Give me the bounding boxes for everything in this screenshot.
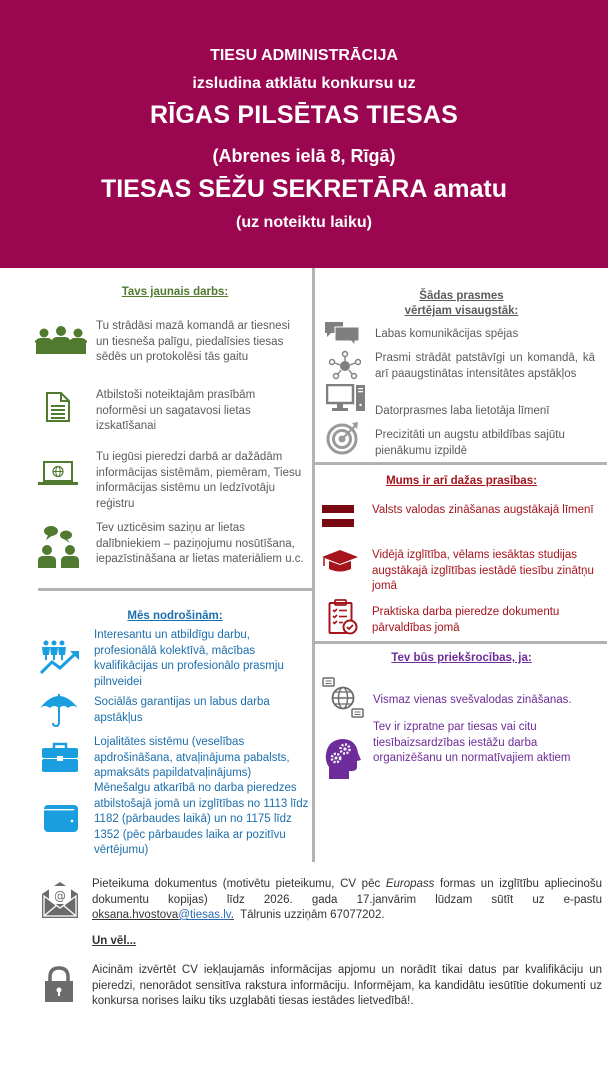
computer-icon: [326, 384, 366, 412]
speech-bubbles-icon: [325, 322, 359, 346]
people-chat-icon: [38, 525, 80, 569]
court-address: (Abrenes ielā 8, Rīgā): [212, 146, 396, 166]
skills-item-4: Precizitāti un augstu atbildības sajūtu pienākumu izpildē: [375, 429, 565, 457]
we-provide-item-4: Mēnešalgu atkarībā no darba pieredzes atbilstošajā jomā un izglītības no 1113 līdz 1182 (pārbaudes laikā) un no 1175 līdz 1352 (pēc pārbaudes laika ar pozitīvu vērtējumu): [94, 782, 309, 856]
skills-title-line2: vērtējam visaugstāk:: [404, 305, 519, 317]
head-gears-icon: [325, 737, 361, 779]
email-user: oksana.hvostova: [92, 909, 179, 921]
email-link[interactable]: [92, 909, 234, 921]
new-job-item-3: Tu iegūsi pieredzi darbā ar dažādām informācijas sistēmām, piemēram, Tiesu informācijas sistēmu un Iedzīvotāju reģistru: [96, 451, 302, 510]
column-divider: [312, 268, 315, 862]
organization-name: TIESU ADMINISTRĀCIJA: [210, 47, 398, 64]
clipboard-check-icon: [328, 599, 358, 635]
we-provide-item-1: Interesantu un atbildīgu darbu, profesionālā kolektīvā, mācības kvalifikācijas un profesionālo prasmju pilnveidei: [94, 629, 284, 688]
briefcase-icon: [42, 742, 78, 772]
globe-language-icon: [322, 677, 364, 719]
new-job-item-4: Tev uzticēsim saziņu ar lietas dalībniekiem – paziņojumu nosūtīšana, iepazīstināšana ar lietas materiāliem u.c.: [96, 522, 304, 565]
more-text: Aicinām izvērtēt CV iekļaujamās informācijas apjomu un norādīt tikai datus par kvalifikāciju un pieredzi, nenorādot sensitīva rakstura informāciju. Informējam, ka kandidātu iesūtītie dokumenti uz konkursa norises laiku tiks uzglabāti tiesas iestādes lietvedībā!.: [92, 964, 602, 1007]
laptop-globe-icon: [38, 461, 78, 487]
section-divider-right-1: [314, 462, 607, 465]
section-divider-left: [38, 588, 314, 591]
lock-icon: [45, 966, 73, 1002]
advantages-item-2: Tev ir izpratne par tiesas vai citu tiesībaizsardzības iestāžu darba organizēšanu un normatīvajiem aktiem: [373, 721, 571, 764]
requirements-item-1: Valsts valodas zināšanas augstākajā līmenī: [372, 504, 594, 516]
email-domain: @tiesas.lv: [178, 909, 231, 921]
team-icon: [35, 326, 87, 356]
new-job-item-2: Atbilstoši noteiktajām prasībām noformēsi un sagatavosi lietas izskatīšanai: [96, 389, 256, 432]
court-name: RĪGAS PILSĒTAS TIESAS: [150, 101, 458, 129]
envelope-icon: [42, 880, 78, 918]
application-text-2: formas un izglītību apliecinošu dokumentu kopijas) līdz 2026. gada 17.janvārim lūdzam sūtīt uz e-pastu: [92, 878, 603, 906]
document-icon: [46, 392, 70, 422]
announcement-intro: izsludina atklātu konkursu uz: [192, 75, 416, 92]
position-term: (uz noteiktu laiku): [236, 214, 372, 231]
new-job-item-1: Tu strādāsi mazā komandā ar tiesnesi un tiesneša palīgu, piedalīsies tiesas sēdēs un protokolēsi tās gaitu: [96, 320, 290, 363]
email-trail: .: [230, 909, 234, 921]
target-icon: [326, 421, 360, 455]
header-banner: [0, 0, 608, 268]
skills-title-line1: Šādas prasmes: [419, 290, 504, 302]
application-instructions: [92, 877, 602, 924]
skills-item-3: Datorprasmes laba lietotāja līmenī: [375, 405, 550, 417]
requirements-item-3: Praktiska darba pieredze dokumentu pārvaldības jomā: [372, 606, 560, 634]
skills-item-1: Labas komunikācijas spējas: [375, 328, 519, 340]
requirements-item-2: Vidējā izglītība, vēlams iesāktas studijas augstākajā izglītības iestādē tiesību zinātņu jomā: [372, 549, 594, 592]
application-text-1: Pieteikuma dokumentus (motivētu pieteikumu, CV pēc: [92, 878, 386, 890]
skills-item-2: Prasmi strādāt patstāvīgi un komandā, kā arī paaugstinātas intensitātes apstākļos: [375, 352, 595, 380]
growth-team-icon: [40, 640, 80, 674]
section-divider-right-2: [314, 641, 607, 644]
requirements-title: Mums ir arī dažas prasības:: [386, 475, 537, 487]
we-provide-title: Mēs nodrošinām:: [127, 610, 223, 622]
we-provide-item-2: Sociālās garantijas un labus darba apstākļus: [94, 696, 270, 724]
advantages-item-1: Vismaz vienas svešvalodas zināšanas.: [373, 694, 572, 706]
advantages-title: Tev būs priekšrocības, ja:: [391, 652, 532, 664]
network-icon: [329, 350, 361, 380]
new-job-title: Tavs jaunais darbs:: [121, 286, 229, 298]
more-title: Un vēl...: [92, 935, 137, 947]
we-provide-item-3: Lojalitātes sistēmu (veselības apdrošināšana, atvaļinājuma pabalsts, apmaksāts papildatvaļinājums): [94, 736, 290, 779]
europass-text: Europass: [385, 878, 435, 890]
svg-text:@: @: [54, 889, 66, 903]
position-title: TIESAS SĒŽU SEKRETĀRA amatu: [100, 175, 508, 203]
latvian-flag-icon: [322, 505, 354, 527]
wallet-icon: [44, 805, 78, 833]
skills-title: [315, 289, 608, 319]
phone-text: Tālrunis uzziņām 67077202.: [233, 909, 385, 921]
graduation-cap-icon: [322, 550, 358, 572]
umbrella-icon: [40, 692, 78, 728]
